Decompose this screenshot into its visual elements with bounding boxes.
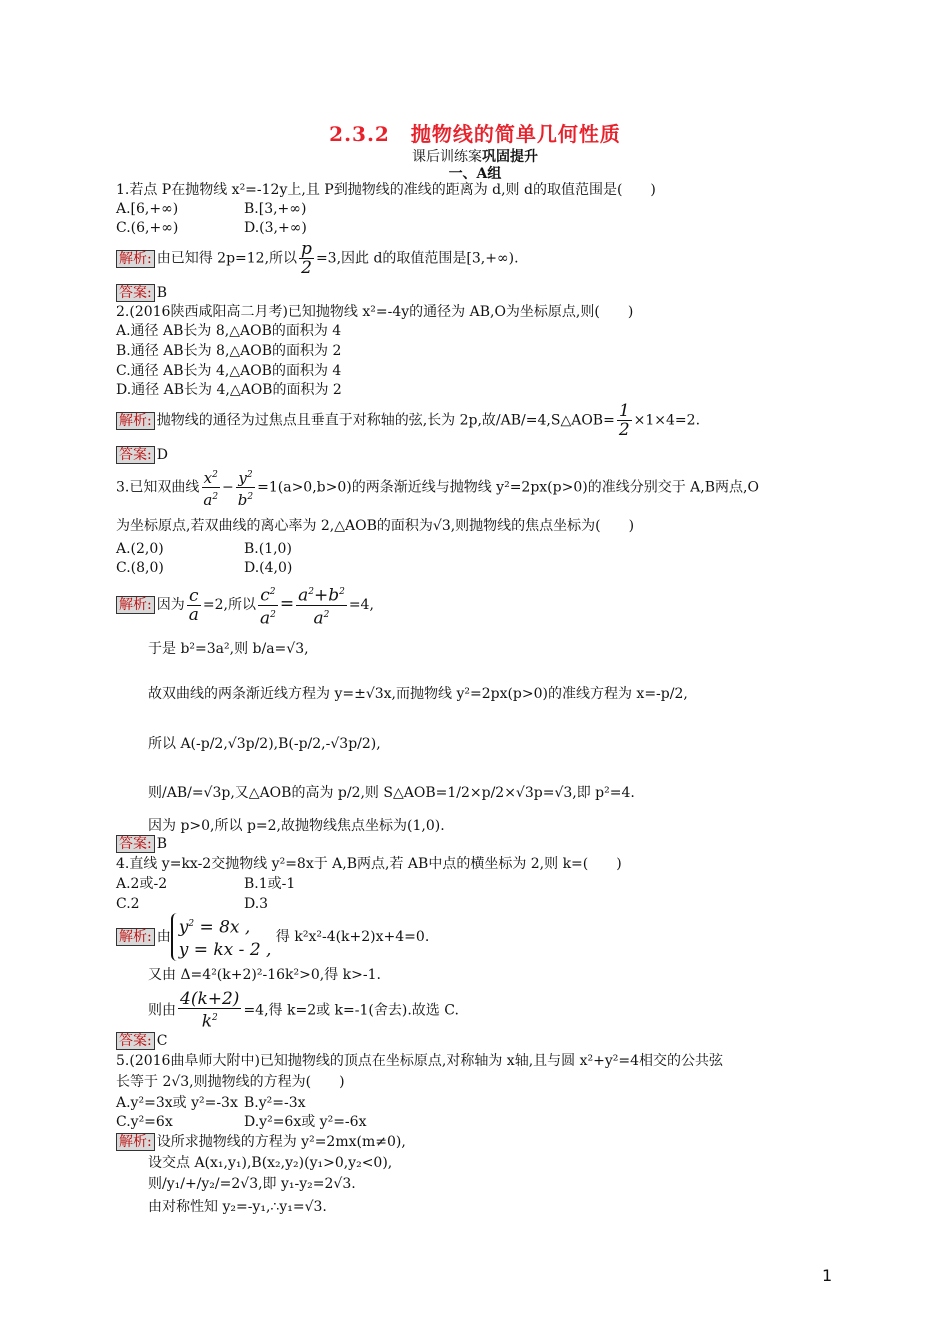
q4-stem: 4.直线 y=kx-2交抛物线 y²=8x于 A,B两点,若 AB中点的横坐标为 2,则 k=( ) <box>116 856 622 872</box>
q5-solution-line4: 由对称性知 y₂=-y₁,∴y₁=√3. <box>148 1199 327 1215</box>
page-title: 2.3.2 抛物线的简单几何性质 <box>329 122 621 146</box>
q2-option-b: B.通径 AB长为 8,△AOB的面积为 2 <box>116 343 342 359</box>
analysis-tag: 解析: <box>116 596 155 614</box>
answer-tag: 答案: <box>116 835 155 853</box>
q2-answer: 答案: D <box>116 446 168 464</box>
q3-solution-line4: 所以 A(-p/2,√3p/2),B(-p/2,-√3p/2), <box>148 736 381 752</box>
q4-solution-line2: 又由 Δ=4²(k+2)²-16k²>0,得 k>-1. <box>148 967 381 983</box>
answer-tag: 答案: <box>116 446 155 464</box>
analysis-tag: 解析: <box>116 250 155 268</box>
q1-stem: 1.若点 P在抛物线 x²=-12y上,且 P到抛物线的准线的距离为 d,则 d的取值范围是( ) <box>116 182 656 198</box>
page-subtitle: 课后训练案巩固提升 <box>412 149 538 165</box>
q4-options-row2: C.2 D.3 <box>116 896 269 912</box>
q4-solution-line1: 解析: 由 $y^2 = 8x$ , y = kx - 2 , 得 k²x²-4(k+2)x+4=0. <box>116 913 429 961</box>
fraction: $\frac{p}{2}$ <box>301 239 312 278</box>
group-heading: 一、A组 <box>448 166 502 182</box>
q2-option-a: A.通径 AB长为 8,△AOB的面积为 4 <box>116 323 342 339</box>
q5-stem-line1: 5.(2016曲阜师大附中)已知抛物线的顶点在坐标原点,对称轴为 x轴,且与圆 x²+y²=4相交的公共弦 <box>116 1053 724 1069</box>
q4-answer: 答案: C <box>116 1032 167 1050</box>
equation-system: $y^2 = 8x$ , y = kx - 2 , <box>171 913 272 961</box>
q3-stem-line1: 3.已知双曲线 $\frac{x^2}{a^2}$ − $\frac{y^2}{b^2}$ =1(a>0,b>0)的两条渐近线与抛物线 y²=2px(p>0)的准线分别交于 A,B两点,O <box>116 466 759 509</box>
q1-options-row2: C.(6,+∞) D.(3,+∞) <box>116 220 307 236</box>
fraction: $\frac{c}{a}$ <box>188 585 199 625</box>
q3-options-row2: C.(8,0) D.(4,0) <box>116 560 293 576</box>
q2-stem: 2.(2016陕西咸阳高二月考)已知抛物线 x²=-4y的通径为 AB,O为坐标原点,则( ) <box>116 304 634 320</box>
q2-option-d: D.通径 AB长为 4,△AOB的面积为 2 <box>116 382 342 398</box>
q1-answer: 答案: B <box>116 284 167 302</box>
fraction: $\frac{x^2}{a^2}$ <box>201 466 220 509</box>
q2-option-c: C.通径 AB长为 4,△AOB的面积为 4 <box>116 363 342 379</box>
fraction: $\frac{4(k+2)}{k^2}$ <box>180 989 240 1032</box>
fraction: $\frac{c^2}{a^2}$ <box>258 583 278 627</box>
q3-solution-line3: 故双曲线的两条渐近线方程为 y=±√3x,而抛物线 y²=2px(p>0)的准线方程为 x=-p/2, <box>148 686 688 702</box>
analysis-tag: 解析: <box>116 412 155 430</box>
q5-options-row1: A.y²=3x或 y²=-3x B.y²=-3x <box>116 1095 306 1111</box>
q5-solution-line3: 则/y₁/+/y₂/=2√3,即 y₁-y₂=2√3. <box>148 1176 356 1192</box>
page-number: 1 <box>822 1266 833 1285</box>
q4-options-row1: A.2或-2 B.1或-1 <box>116 876 296 892</box>
fraction: $\frac{y^2}{b^2}$ <box>236 466 255 509</box>
q5-solution-line1: 解析: 设所求抛物线的方程为 y²=2mx(m≠0), <box>116 1133 406 1151</box>
q1-solution: 解析: 由已知得 2p=12,所以 $\frac{p}{2}$ =3,因此 d的取值范围是[3,+∞). <box>116 240 519 277</box>
q3-stem-line2: 为坐标原点,若双曲线的离心率为 2,△AOB的面积为√3,则抛物线的焦点坐标为( ) <box>116 518 635 534</box>
q3-solution-line1: 解析: 因为 $\frac{c}{a}$ =2,所以 $\frac{c^2}{a^2}$ = $\frac{a^2+b^2}{a^2}$ =4, <box>116 583 374 627</box>
fraction: $\frac{1}{2}$ <box>618 401 630 440</box>
q5-solution-line2: 设交点 A(x₁,y₁),B(x₂,y₂)(y₁>0,y₂<0), <box>148 1155 393 1171</box>
q5-options-row2: C.y²=6x D.y²=6x或 y²=-6x <box>116 1114 367 1130</box>
q3-answer: 答案: B <box>116 835 167 853</box>
analysis-tag: 解析: <box>116 928 155 946</box>
q5-stem-line2: 长等于 2√3,则抛物线的方程为( ) <box>116 1074 345 1090</box>
q4-solution-line3: 则由 $\frac{4(k+2)}{k^2}$ =4,得 k=2或 k=-1(舍去).故选 C. <box>148 989 459 1032</box>
answer-tag: 答案: <box>116 1032 155 1050</box>
answer-tag: 答案: <box>116 284 155 302</box>
q3-solution-line6: 因为 p>0,所以 p=2,故抛物线焦点坐标为(1,0). <box>148 818 445 834</box>
q3-solution-line2: 于是 b²=3a²,则 b/a=√3, <box>148 641 309 657</box>
q2-solution: 解析: 抛物线的通径为过焦点且垂直于对称轴的弦,长为 2p,故/AB/=4,S△AOB= $\frac{1}{2}$ ×1×4=2. <box>116 402 700 439</box>
q3-solution-line5: 则/AB/=√3p,又△AOB的高为 p/2,则 S△AOB=1/2×p/2×√3p=√3,即 p²=4. <box>148 785 635 801</box>
q3-options-row1: A.(2,0) B.(1,0) <box>116 541 292 557</box>
analysis-tag: 解析: <box>116 1133 155 1151</box>
fraction: $\frac{a^2+b^2}{a^2}$ <box>296 583 347 627</box>
q1-options-row1: A.[6,+∞) B.[3,+∞) <box>116 201 307 217</box>
